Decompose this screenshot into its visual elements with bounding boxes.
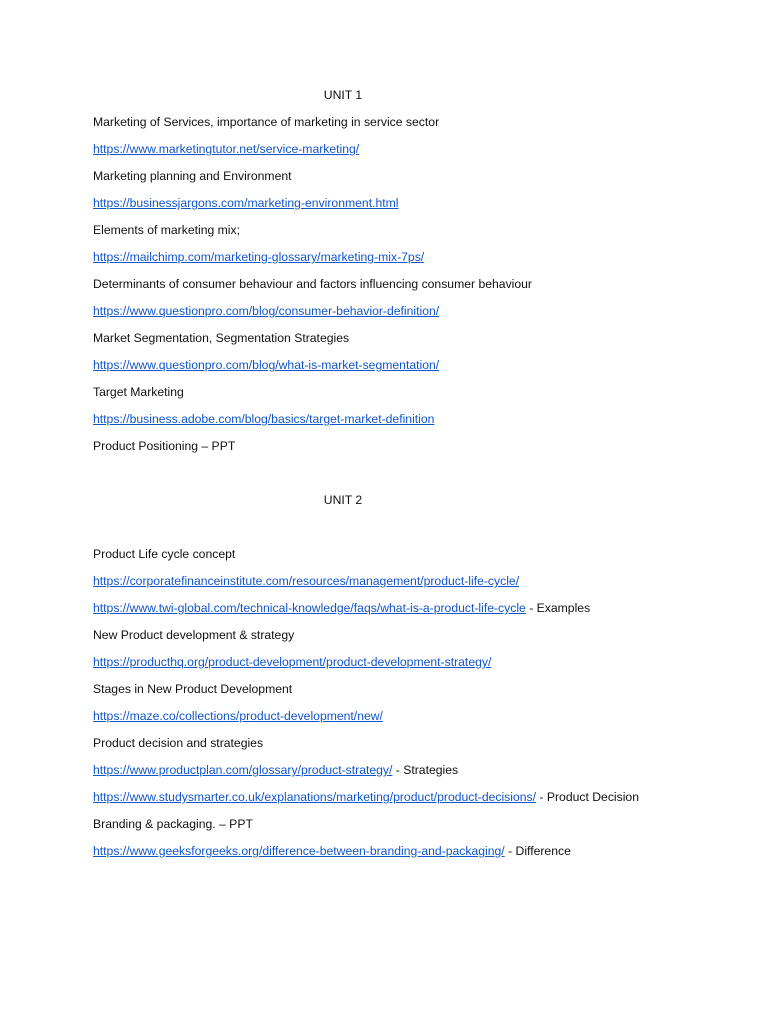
unit-2-link-twi-global-suffix: - Examples [525, 601, 591, 615]
unit-2-link-productplan[interactable]: https://www.productplan.com/glossary/product-strategy/ [93, 763, 393, 777]
unit-1-heading: UNIT 1 [323, 88, 363, 102]
unit-1-topic-planning: Marketing planning and Environment [93, 169, 292, 183]
unit-2-link-twi-global[interactable]: https://www.twi-global.com/technical-knowledge/faqs/what-is-a-product-life-cycle [93, 601, 526, 615]
unit-1-topic-segmentation: Market Segmentation, Segmentation Strategies [93, 331, 350, 345]
unit-1-topic-consumer-behaviour: Determinants of consumer behaviour and factors influencing consumer behaviour [93, 277, 532, 291]
unit-2-link-cfi[interactable]: https://corporatefinanceinstitute.com/resources/management/product-life-cycle/ [93, 574, 520, 588]
unit-2-link-producthq[interactable]: https://producthq.org/product-development/product-development-strategy/ [93, 655, 492, 669]
unit-2-heading: UNIT 2 [323, 493, 363, 507]
unit-1-link-questionpro-segmentation[interactable]: https://www.questionpro.com/blog/what-is-market-segmentation/ [93, 358, 440, 372]
unit-2-link-geeksforgeeks-suffix: - Difference [504, 844, 571, 858]
unit-1-link-marketingtutor[interactable]: https://www.marketingtutor.net/service-marketing/ [93, 142, 360, 156]
unit-2-topic-product-decision: Product decision and strategies [93, 736, 264, 750]
unit-2-topic-life-cycle: Product Life cycle concept [93, 547, 236, 561]
unit-2-link-studysmarter-suffix: - Product Decision [536, 790, 639, 804]
unit-1-link-questionpro-consumer[interactable]: https://www.questionpro.com/blog/consumer-behavior-definition/ [93, 304, 440, 318]
unit-2-link-productplan-suffix: - Strategies [392, 763, 459, 777]
unit-2-topic-new-product: New Product development & strategy [93, 628, 295, 642]
document-page [93, 87, 653, 870]
unit-1-link-businessjargons[interactable]: https://businessjargons.com/marketing-environment.html [93, 196, 399, 210]
unit-1-link-adobe[interactable]: https://business.adobe.com/blog/basics/target-market-definition [93, 412, 435, 426]
unit-1-topic-positioning: Product Positioning – PPT [93, 439, 236, 453]
unit-2-link-geeksforgeeks[interactable]: https://www.geeksforgeeks.org/difference-between-branding-and-packaging/ [93, 844, 505, 858]
unit-2-link-studysmarter[interactable]: https://www.studysmarter.co.uk/explanations/marketing/product/product-decisions/ [93, 790, 537, 804]
unit-1-link-mailchimp[interactable]: https://mailchimp.com/marketing-glossary/marketing-mix-7ps/ [93, 250, 425, 264]
unit-2-link-maze[interactable]: https://maze.co/collections/product-development/new/ [93, 709, 383, 723]
unit-1-topic-services: Marketing of Services, importance of marketing in service sector [93, 115, 440, 129]
unit-1-topic-target-marketing: Target Marketing [93, 385, 184, 399]
unit-2-topic-branding: Branding & packaging. – PPT [93, 817, 253, 831]
unit-1-topic-marketing-mix: Elements of marketing mix; [93, 223, 240, 237]
unit-2-topic-stages: Stages in New Product Development [93, 682, 293, 696]
